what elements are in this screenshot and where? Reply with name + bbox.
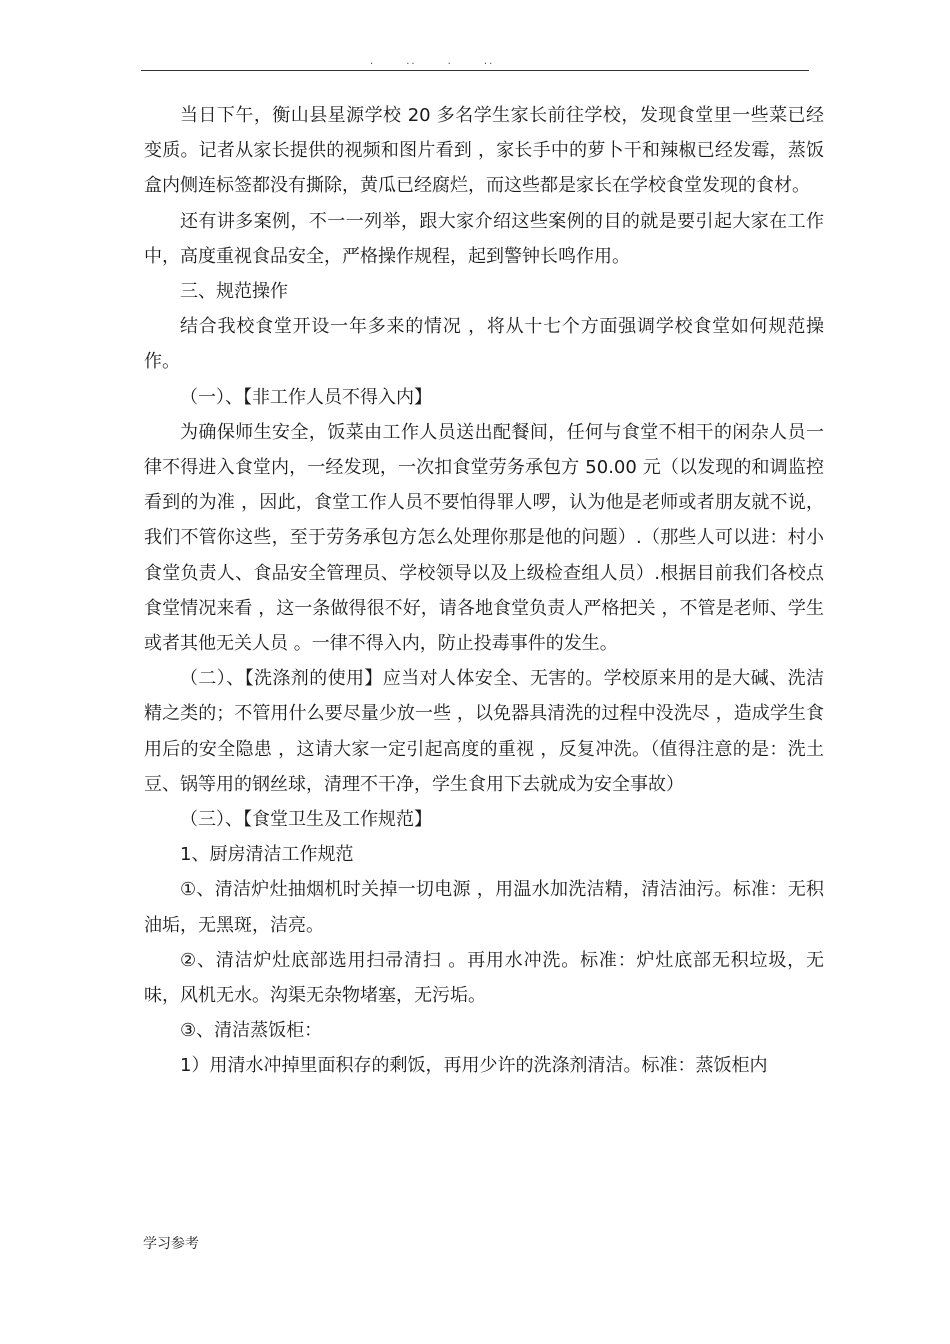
header-marks: . .. . .. [370,56,495,67]
paragraph: 为确保师生安全，饭菜由工作人员送出配餐间，任何与食堂不相干的闲杂人员一律不得进入食堂内，一经发现，一次扣食堂劳务承包方 50.00 元（以发现的和调监控看到的为准 ，因此，食堂工作人员不要怕得罪人啰，认为他是老师或者朋友就不说，我们不管你这些，至于劳务承包方怎么处理你那是他的问题）.（那些人可以进：村小食堂负责人、食品安全管理员、学校领导以及上级检查组人员）.根据目前我们各校点食堂情况来看 ，这一条做得很不好，请各地食堂负责人严格把关 ，不管是老师、学生或者其他无关人员 。一律不得入内，防止投毒事件的发生。 [144,421,824,655]
list-item: ③、清洁蒸饭柜： [180,1020,323,1042]
document-body [144,98,824,1084]
list-item: 1）用清水冲掉里面积存的剩饭，再用少许的洗涤剂清洁。标准：蒸饭柜内 [180,1055,768,1077]
paragraph: 结合我校食堂开设一年多来的情况 ，将从十七个方面强调学校食堂如何规范操作。 [144,316,824,373]
subsection-heading: （三）、【食堂卫生及工作规范】 [180,809,432,831]
list-item: ②、清洁炉灶底部选用扫帚清扫 。再用水冲洗。标准：炉灶底部无积垃圾，无味，风机无水。沟渠无杂物堵塞，无污垢。 [144,949,824,1007]
list-heading: 1、厨房清洁工作规范 [180,844,354,866]
paragraph: 当日下午，衡山县星源学校 20 多名学生家长前往学校，发现食堂里一些菜已经变质。记者从家长提供的视频和图片看到 ，家长手中的萝卜干和辣椒已经发霉，蒸饭盒内侧连标签都没有撕除，黄瓜已经腐烂，而这些都是家长在学校食堂发现的食材。 [144,105,824,197]
list-item: ①、清洁炉灶抽烟机时关掉一切电源 ，用温水加洗洁精，清洁油污。标准：无积油垢，无黑斑，洁亮。 [144,879,824,936]
subsection-heading: （一）、【非工作人员不得入内】 [180,386,432,408]
section-heading: 三、规范操作 [180,281,288,303]
header-rule [141,70,809,71]
footer-label: 学习参考 [143,1236,199,1252]
paragraph: 还有讲多案例，不一一列举，跟大家介绍这些案例的目的就是要引起大家在工作中，高度重视食品安全，严格操作规程，起到警钟长鸣作用。 [144,210,824,267]
paragraph: （二）、【洗涤剂的使用】应当对人体安全、无害的。学校原来用的是大碱、洗洁精之类的；不管用什么要尽量少放一些 ，以免器具清洗的过程中没洗尽 ，造成学生食用后的安全隐患 ，这请大家一定引起高度的重视 ，反复冲洗。（值得注意的是：洗土豆、锅等用的钢丝球，清理不干净，学生食用下去就成为安全事故） [144,668,824,795]
